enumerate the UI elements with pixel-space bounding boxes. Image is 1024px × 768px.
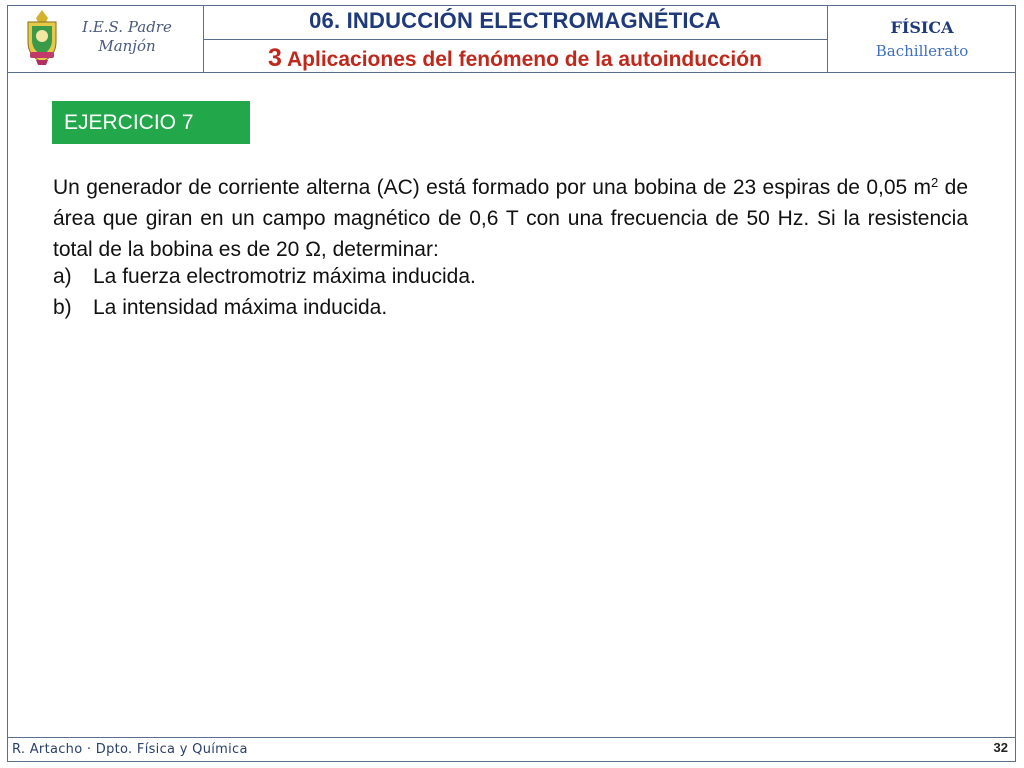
statement-part-2: de área que giran en un campo magnético de 0,6 T con una frecuencia de 50 Hz. Si la resistencia total de la bobina es de 20 Ω, determinar: bbox=[53, 176, 968, 261]
footer-divider bbox=[8, 737, 1015, 738]
header-column-divider-right bbox=[827, 6, 828, 72]
item-letter: a) bbox=[53, 265, 72, 288]
level-label: Bachillerato bbox=[875, 42, 969, 60]
unit-title-text: 06. INDUCCIÓN ELECTROMAGNÉTICA bbox=[309, 8, 721, 33]
page-number: 32 bbox=[993, 740, 1008, 755]
section-number: 3 bbox=[268, 44, 282, 72]
item-letter: b) bbox=[53, 296, 72, 319]
exercise-item-a bbox=[53, 265, 476, 289]
subject-label: FÍSICA bbox=[890, 18, 954, 37]
exercise-tag: EJERCICIO 7 bbox=[52, 101, 250, 144]
exercise-statement bbox=[53, 172, 968, 265]
school-name: I.E.S. Padre Manjón bbox=[82, 18, 172, 55]
footer-author: R. Artacho · Dpto. Física y Química bbox=[12, 742, 248, 757]
statement-superscript: 2 bbox=[931, 175, 939, 190]
statement-part-1: Un generador de corriente alterna (AC) está formado por una bobina de 23 espiras de 0,05 m bbox=[53, 176, 932, 199]
exercise-item-b bbox=[53, 296, 387, 320]
section-title-text: Aplicaciones del fenómeno de la autoinducción bbox=[287, 48, 762, 71]
item-text: La intensidad máxima inducida. bbox=[93, 296, 388, 319]
section-title bbox=[204, 44, 826, 73]
unit-title bbox=[204, 8, 826, 34]
item-text: La fuerza electromotriz máxima inducida. bbox=[93, 265, 476, 288]
header-title-divider bbox=[204, 39, 827, 40]
school-crest-logo bbox=[22, 8, 62, 66]
